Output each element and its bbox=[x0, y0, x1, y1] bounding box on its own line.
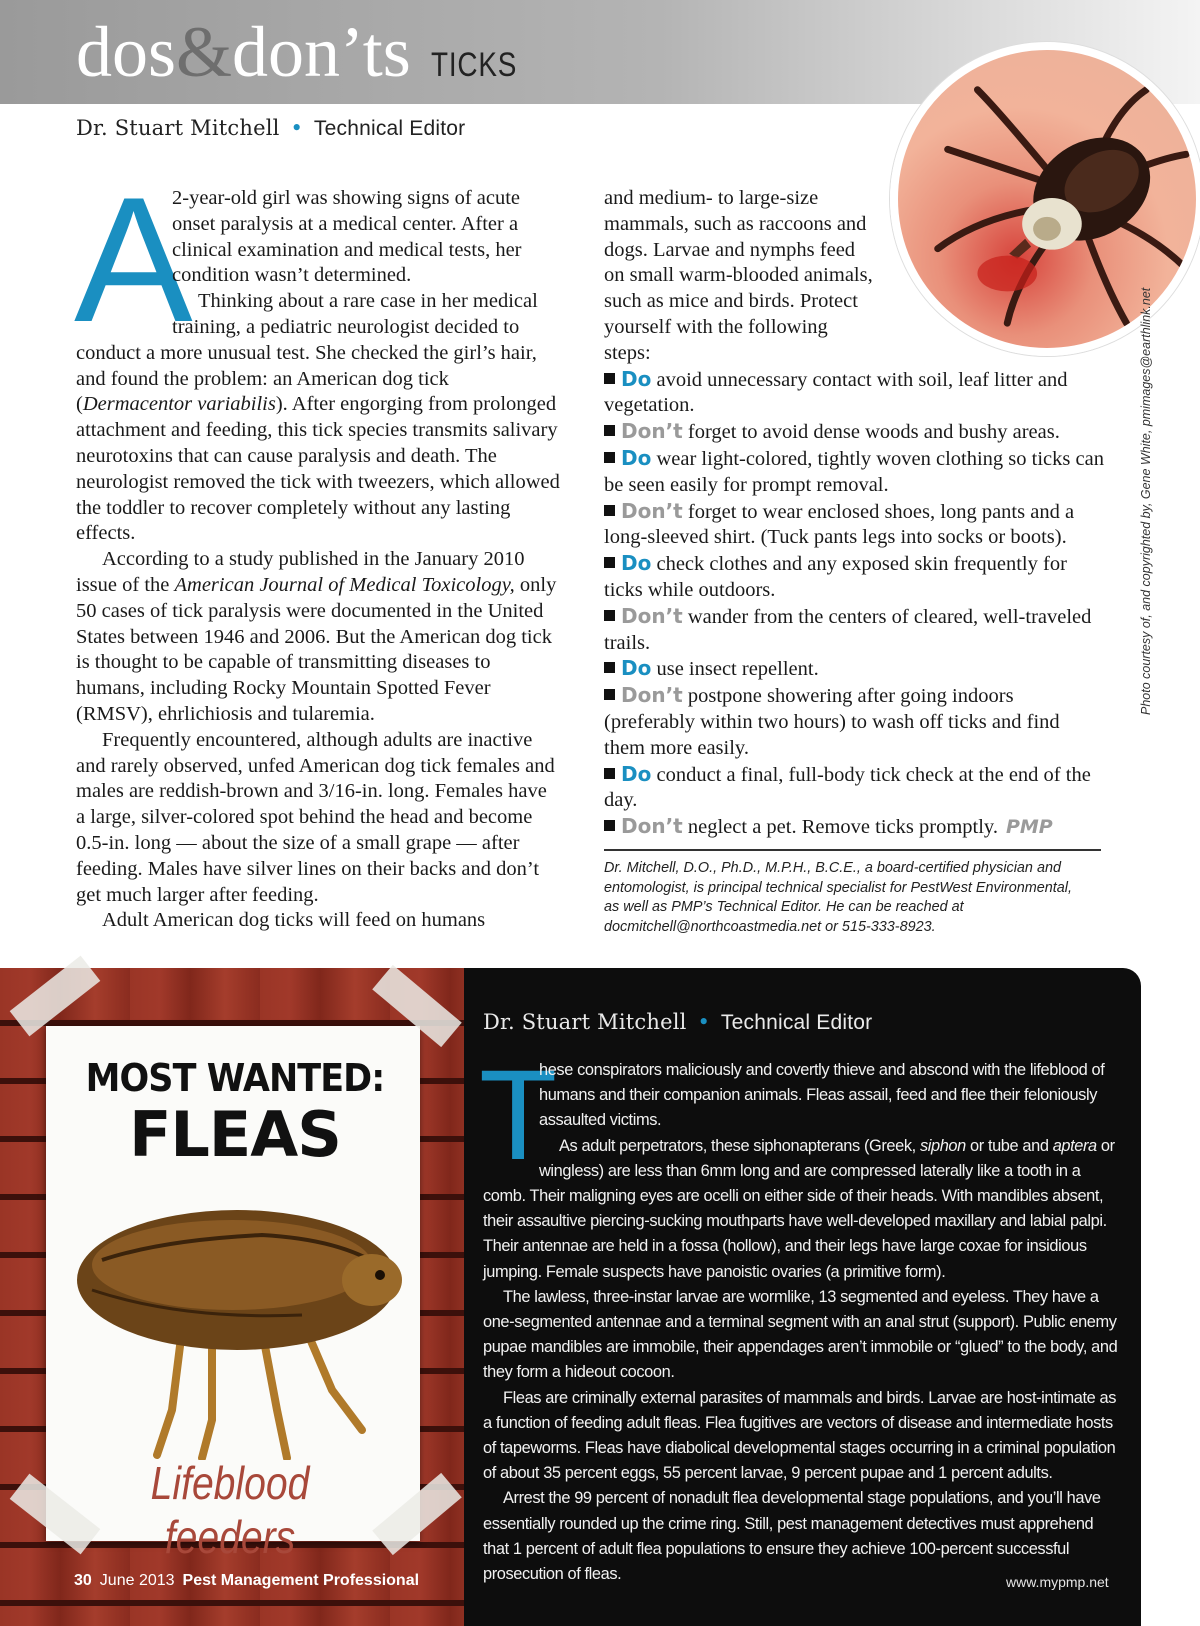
do-keyword: Do bbox=[621, 656, 652, 681]
bullet-square-icon bbox=[604, 768, 615, 779]
list-item-text: wander from the centers of cleared, well-traveled trails. bbox=[604, 605, 1092, 654]
photo-credit: Photo courtesy of, and copyrighted by, Gene White, pmimages@earthlink.net bbox=[1139, 287, 1153, 715]
issue-date: June 2013 bbox=[99, 1572, 175, 1589]
paragraph: hese conspirators maliciously and covertly thieve and abscond with the lifeblood of humans and their companion animals. Fleas assail, feed and flee their feloniously assaulted victims. bbox=[539, 1061, 1105, 1130]
list-item bbox=[604, 604, 1104, 657]
author-bio: Dr. Mitchell, D.O., Ph.D., M.P.H., B.C.E., a board-certified physician and entomologist, is principal technical specialist for PestWest Environmental, as well as PMP’s Technical Editor. He can be reached at docmitchell@northcoastmedia.net or 515-333-8923. bbox=[604, 859, 1072, 935]
dont-keyword: Don’t bbox=[621, 419, 683, 444]
byline-top bbox=[76, 116, 465, 141]
do-keyword: Do bbox=[621, 366, 652, 391]
ticks-article-left-column bbox=[74, 160, 560, 934]
do-keyword: Do bbox=[621, 551, 652, 576]
list-item-text: forget to wear enclosed shoes, long pants and a long-sleeved shirt. (Tuck pants legs into socks or boots). bbox=[604, 500, 1075, 549]
bullet-square-icon bbox=[604, 425, 615, 436]
dont-keyword: Don’t bbox=[621, 603, 683, 628]
website-link[interactable]: www.mypmp.net bbox=[1006, 1574, 1109, 1590]
list-item-text: neglect a pet. Remove ticks promptly. bbox=[687, 816, 998, 839]
paragraph: Frequently encountered, although adults are inactive and rarely observed, unfed American dog tick females and males are reddish-brown and 3/16-in. long. Females have a large, silver-colored spot behind the head and become 0.5-in. long — about the size of a small grape — after feeding. Males have silver lines on their backs and don’t get much larger after feeding. bbox=[76, 728, 555, 906]
dont-keyword: Don’t bbox=[621, 814, 683, 839]
title-donts: don’ts bbox=[232, 12, 411, 92]
author-name: Dr. Stuart Mitchell bbox=[76, 116, 280, 140]
list-item-text: use insect repellent. bbox=[656, 658, 819, 681]
list-item-text: check clothes and any exposed skin frequently for ticks while outdoors. bbox=[604, 553, 1067, 601]
dont-keyword: Don’t bbox=[621, 683, 683, 708]
list-item bbox=[604, 446, 1104, 499]
fleas-article-body bbox=[479, 1044, 1123, 1587]
byline-bottom bbox=[483, 1010, 872, 1035]
title-ampersand: & bbox=[176, 12, 233, 92]
bullet-square-icon bbox=[604, 373, 615, 384]
paragraph: Fleas are criminally external parasites of mammals and birds. Larvae are host-intimate as a function of feeding adult fleas. Flea fugitives are vectors of disease and intermediate hosts of tapeworms. Fleas have diabolical developmental stages occurring in a criminal population of about 35 percent eggs, 55 percent larvae, 9 percent pupae and 1 percent adults. bbox=[483, 1388, 1117, 1483]
dont-keyword: Don’t bbox=[621, 498, 683, 523]
paragraph: Adult American dog ticks will feed on humans bbox=[102, 909, 486, 932]
poster-kicker: MOST WANTED: bbox=[85, 1056, 385, 1100]
do-keyword: Do bbox=[621, 445, 652, 470]
list-item bbox=[604, 551, 1104, 604]
paragraph: According to a study published in the January 2010 issue of the American Journal of Medical Toxicology, only 50 cases of tick paralysis were documented in the United States between 1946 and 2006. But the American dog tick is thought to be capable of transmitting diseases to humans, including Rocky Mountain Spotted Fever (RMSV), ehrlichiosis and tularemia. bbox=[76, 548, 557, 725]
list-item bbox=[604, 367, 1104, 420]
author-name: Dr. Stuart Mitchell bbox=[483, 1010, 687, 1034]
list-item-text: wear light-colored, tightly woven clothing so ticks can be seen easily for prompt removal. bbox=[604, 447, 1104, 496]
paragraph: Arrest the 99 percent of nonadult flea developmental stage populations, and you’ll have essentially rounded up the crime ring. Still, pest management detectives must apprehend that 1 percent of adult flea populations to ensure they achieve 100-percent successful prosecution of fleas. bbox=[483, 1489, 1101, 1584]
title-dos: dos bbox=[76, 12, 177, 92]
paragraph: and medium- to large-size mammals, such as raccoons and dogs. Larvae and nymphs feed on small warm-blooded animals, such as mice and birds. Protect yourself with the following steps: bbox=[604, 187, 873, 364]
species-name: Dermacentor variabilis bbox=[82, 393, 276, 416]
bullet-square-icon bbox=[604, 557, 615, 568]
bullet-square-icon bbox=[604, 452, 615, 463]
article-signature: PMP bbox=[1005, 816, 1053, 839]
bullet-square-icon bbox=[604, 610, 615, 621]
author-role: Technical Editor bbox=[313, 117, 466, 140]
bullet-square-icon bbox=[604, 820, 615, 831]
poster-tagline: Lifeblood feeders bbox=[150, 1457, 310, 1563]
list-item bbox=[604, 419, 1104, 446]
paragraph: 2-year-old girl was showing signs of acute onset paralysis at a medical center. After a clinical examination and medical tests, her condition wasn’t determined. bbox=[172, 187, 522, 287]
author-role: Technical Editor bbox=[720, 1011, 873, 1034]
list-item-text: forget to avoid dense woods and bushy areas. bbox=[687, 421, 1060, 444]
list-item-text: conduct a final, full-body tick check at the end of the day. bbox=[604, 763, 1091, 812]
paragraph: As adult perpetrators, these siphonapterans (Greek, siphon or tube and aptera or wingless) are less than 6mm long and are compressed laterally like a tooth in a comb. Their maligning eyes are ocelli on either side of their heads. With mandibles absent, their assaultive piercing-sucking mouthparts have well-developed maxillary and labial palpi. Their antennae are held in a fossa (hollow), and their legs have large coxae for insidious jumping. Female suspects have panoistic ovaries (a primitive form). bbox=[483, 1136, 1115, 1281]
bullet-square-icon bbox=[604, 505, 615, 516]
list-item bbox=[604, 499, 1104, 552]
paragraph: Thinking about a rare case in her medical training, a pediatric neurologist decided to conduct a more unusual test. She checked the girl’s hair, and found the problem: an American dog tick (Dermacentor variabilis). After engorging from prolonged attachment and feeding, this tick species transmits salivary neurotoxins that can cause paralysis and death. The neurologist removed the tick with tweezers, which allowed the toddler to recover completely without any lasting effects. bbox=[76, 290, 560, 545]
byline-separator: • bbox=[290, 116, 304, 140]
bio-divider bbox=[604, 849, 1101, 851]
list-item-text: postpone showering after going indoors (preferably within two hours) to wash off ticks and find them more easily. bbox=[604, 685, 1060, 759]
list-item-text: avoid unnecessary contact with soil, leaf litter and vegetation. bbox=[604, 368, 1068, 417]
drop-cap: A bbox=[74, 160, 193, 359]
publication-name: Pest Management Professional bbox=[182, 1572, 420, 1589]
page-number: 30 bbox=[74, 1572, 92, 1589]
list-item bbox=[604, 656, 1104, 683]
paragraph: The lawless, three-instar larvae are wormlike, 13 segmented and eyeless. They have a one-segmented antennae and a terminal segment with an anal strut (support). Public enemy pupae mandibles are immobile, their appendages aren’t immobile or “glued” to the body, and they form a hideout cocoon. bbox=[483, 1287, 1118, 1382]
do-keyword: Do bbox=[621, 761, 652, 786]
list-item bbox=[604, 762, 1104, 815]
journal-name: American Journal of Medical Toxicology, bbox=[174, 573, 515, 596]
list-item bbox=[604, 683, 1104, 761]
bullet-square-icon bbox=[604, 689, 615, 700]
poster-title: FLEAS bbox=[129, 1098, 341, 1171]
list-item bbox=[604, 814, 1104, 841]
section-title bbox=[76, 12, 536, 92]
byline-separator: • bbox=[697, 1010, 711, 1034]
dos-donts-list bbox=[604, 367, 1104, 841]
drop-cap: T bbox=[479, 1044, 557, 1187]
ticks-article-right-column bbox=[604, 186, 1104, 841]
bullet-square-icon bbox=[604, 662, 615, 673]
section-topic: TICKS bbox=[430, 46, 517, 84]
flea-illustration bbox=[62, 1180, 412, 1460]
page-footer bbox=[74, 1572, 419, 1590]
